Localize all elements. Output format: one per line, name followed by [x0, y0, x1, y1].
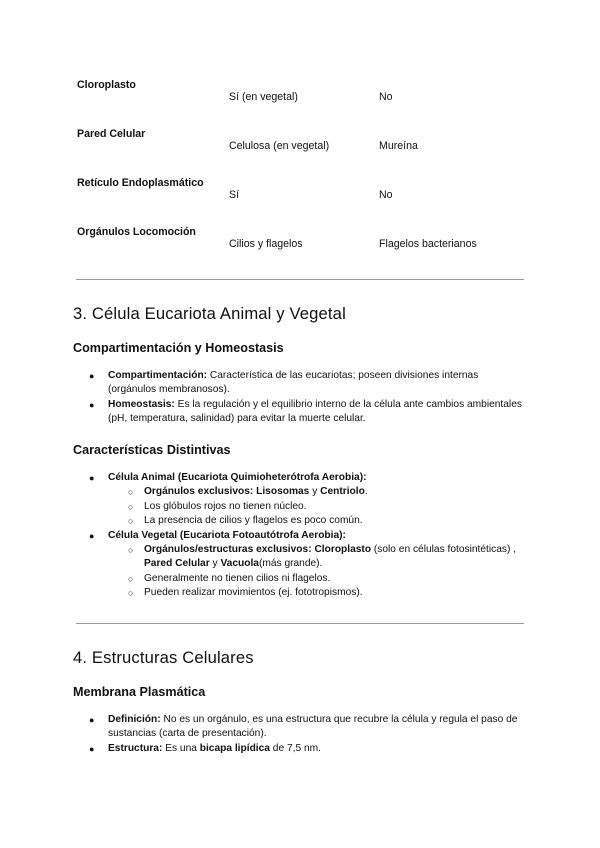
item-text: Los glóbulos rojos no tienen núcleo. — [144, 500, 307, 512]
section-3-title: 3. Célula Eucariota Animal y Vegetal — [73, 304, 346, 323]
period-text: . — [364, 486, 368, 498]
term: Compartimentación: — [108, 370, 208, 381]
circle-bullet-icon: ○ — [128, 516, 134, 527]
bullet-icon: ● — [89, 530, 95, 541]
text: Es una — [162, 742, 200, 754]
list-item — [0, 369, 600, 398]
circle-bullet-icon: ○ — [128, 487, 134, 498]
bullet-icon: ● — [89, 715, 95, 725]
connector-text: y — [309, 486, 321, 498]
prokaryote-cell: No — [379, 91, 393, 103]
definition: No es un orgánulo, es una estructura que recubre la célula y regula el paso de sustancias (carta de presentación). — [108, 714, 518, 740]
eukaryote-cell: Sí — [229, 189, 240, 201]
eukaryote-cell: Cilios y flagelos — [229, 238, 303, 250]
row-label: Pared Celular — [77, 128, 146, 140]
section-divider — [76, 623, 524, 624]
item-text: La presencia de cilios y flagelos es poco común. — [144, 515, 363, 527]
animal-heading: Célula Animal (Eucariota Quimioheterótrofa Aerobia): — [108, 472, 367, 483]
subsection-title: Características Distintivas — [73, 443, 231, 457]
term: Orgánulos/estructuras exclusivos: — [144, 544, 312, 556]
table-row — [0, 177, 600, 207]
circle-bullet-icon: ○ — [128, 501, 134, 512]
definition: Característica de las eucariotas; poseen divisiones internas (orgánulos membranosos). — [108, 370, 479, 396]
bullet-list — [0, 369, 600, 427]
table-row — [0, 79, 600, 109]
subsection-title: Membrana Plasmática — [73, 685, 206, 699]
table-row — [0, 226, 600, 256]
item-text: Generalmente no tienen cilios ni flagelos. — [144, 572, 331, 584]
list-item — [0, 742, 600, 756]
list-item — [0, 572, 600, 586]
vegetal-heading: Célula Vegetal (Eucariota Fotoautótrofa Aerobia): — [108, 529, 346, 541]
item-text: Pueden realizar movimientos (ej. fototropismos). — [144, 587, 363, 599]
circle-bullet-icon: ○ — [128, 588, 134, 599]
circle-bullet-icon: ○ — [128, 545, 134, 556]
text: de 7,5 nm. — [269, 742, 321, 754]
organelle: Cloroplasto — [314, 544, 372, 556]
section-divider — [76, 279, 524, 280]
bullet-list — [0, 471, 600, 601]
eukaryote-cell: Sí (en vegetal) — [229, 91, 298, 103]
bullet-icon: ● — [89, 743, 95, 754]
list-item — [0, 500, 600, 514]
definition: Es la regulación y el equilibrio interno de la célula ante cambios ambientales (pH, temperatura, salinidad) para evitar la muerte celular. — [108, 398, 522, 425]
list-item — [0, 398, 600, 427]
organelle: Lisosomas — [256, 486, 310, 498]
organelle: Centriolo — [320, 486, 365, 498]
bold-term: bicapa lipídica — [199, 742, 270, 754]
table-row — [0, 128, 600, 158]
section-4-title: 4. Estructuras Celulares — [73, 648, 254, 667]
bullet-icon: ● — [89, 473, 95, 483]
eukaryote-cell: Celulosa (en vegetal) — [229, 140, 330, 152]
term: Definición: — [108, 714, 161, 725]
list-item — [0, 485, 600, 499]
term: Homeostasis: — [108, 398, 175, 410]
note-text: (solo en células fotosintéticas) , — [371, 544, 517, 556]
bullet-list — [0, 713, 600, 756]
list-item — [0, 543, 600, 572]
row-label: Retículo Endoplasmático — [77, 177, 204, 189]
list-item — [0, 529, 600, 543]
list-item — [0, 471, 600, 485]
bullet-icon: ● — [89, 399, 95, 410]
note-text: (más grande). — [258, 558, 323, 570]
term: Orgánulos exclusivos: — [144, 486, 254, 498]
organelle: Vacuola — [220, 558, 259, 570]
row-label: Cloroplasto — [77, 79, 136, 91]
connector-text: y — [209, 558, 221, 570]
organelle: Pared Celular — [144, 558, 210, 570]
prokaryote-cell: Flagelos bacterianos — [379, 238, 477, 250]
term: Estructura: — [108, 742, 163, 754]
list-item — [0, 586, 600, 600]
list-item — [0, 514, 600, 528]
subsection-title: Compartimentación y Homeostasis — [73, 341, 284, 355]
circle-bullet-icon: ○ — [128, 573, 134, 584]
row-label: Orgánulos Locomoción — [77, 226, 196, 238]
bullet-icon: ● — [89, 371, 95, 381]
prokaryote-cell: Mureína — [379, 140, 418, 152]
prokaryote-cell: No — [379, 189, 393, 201]
list-item — [0, 713, 600, 742]
